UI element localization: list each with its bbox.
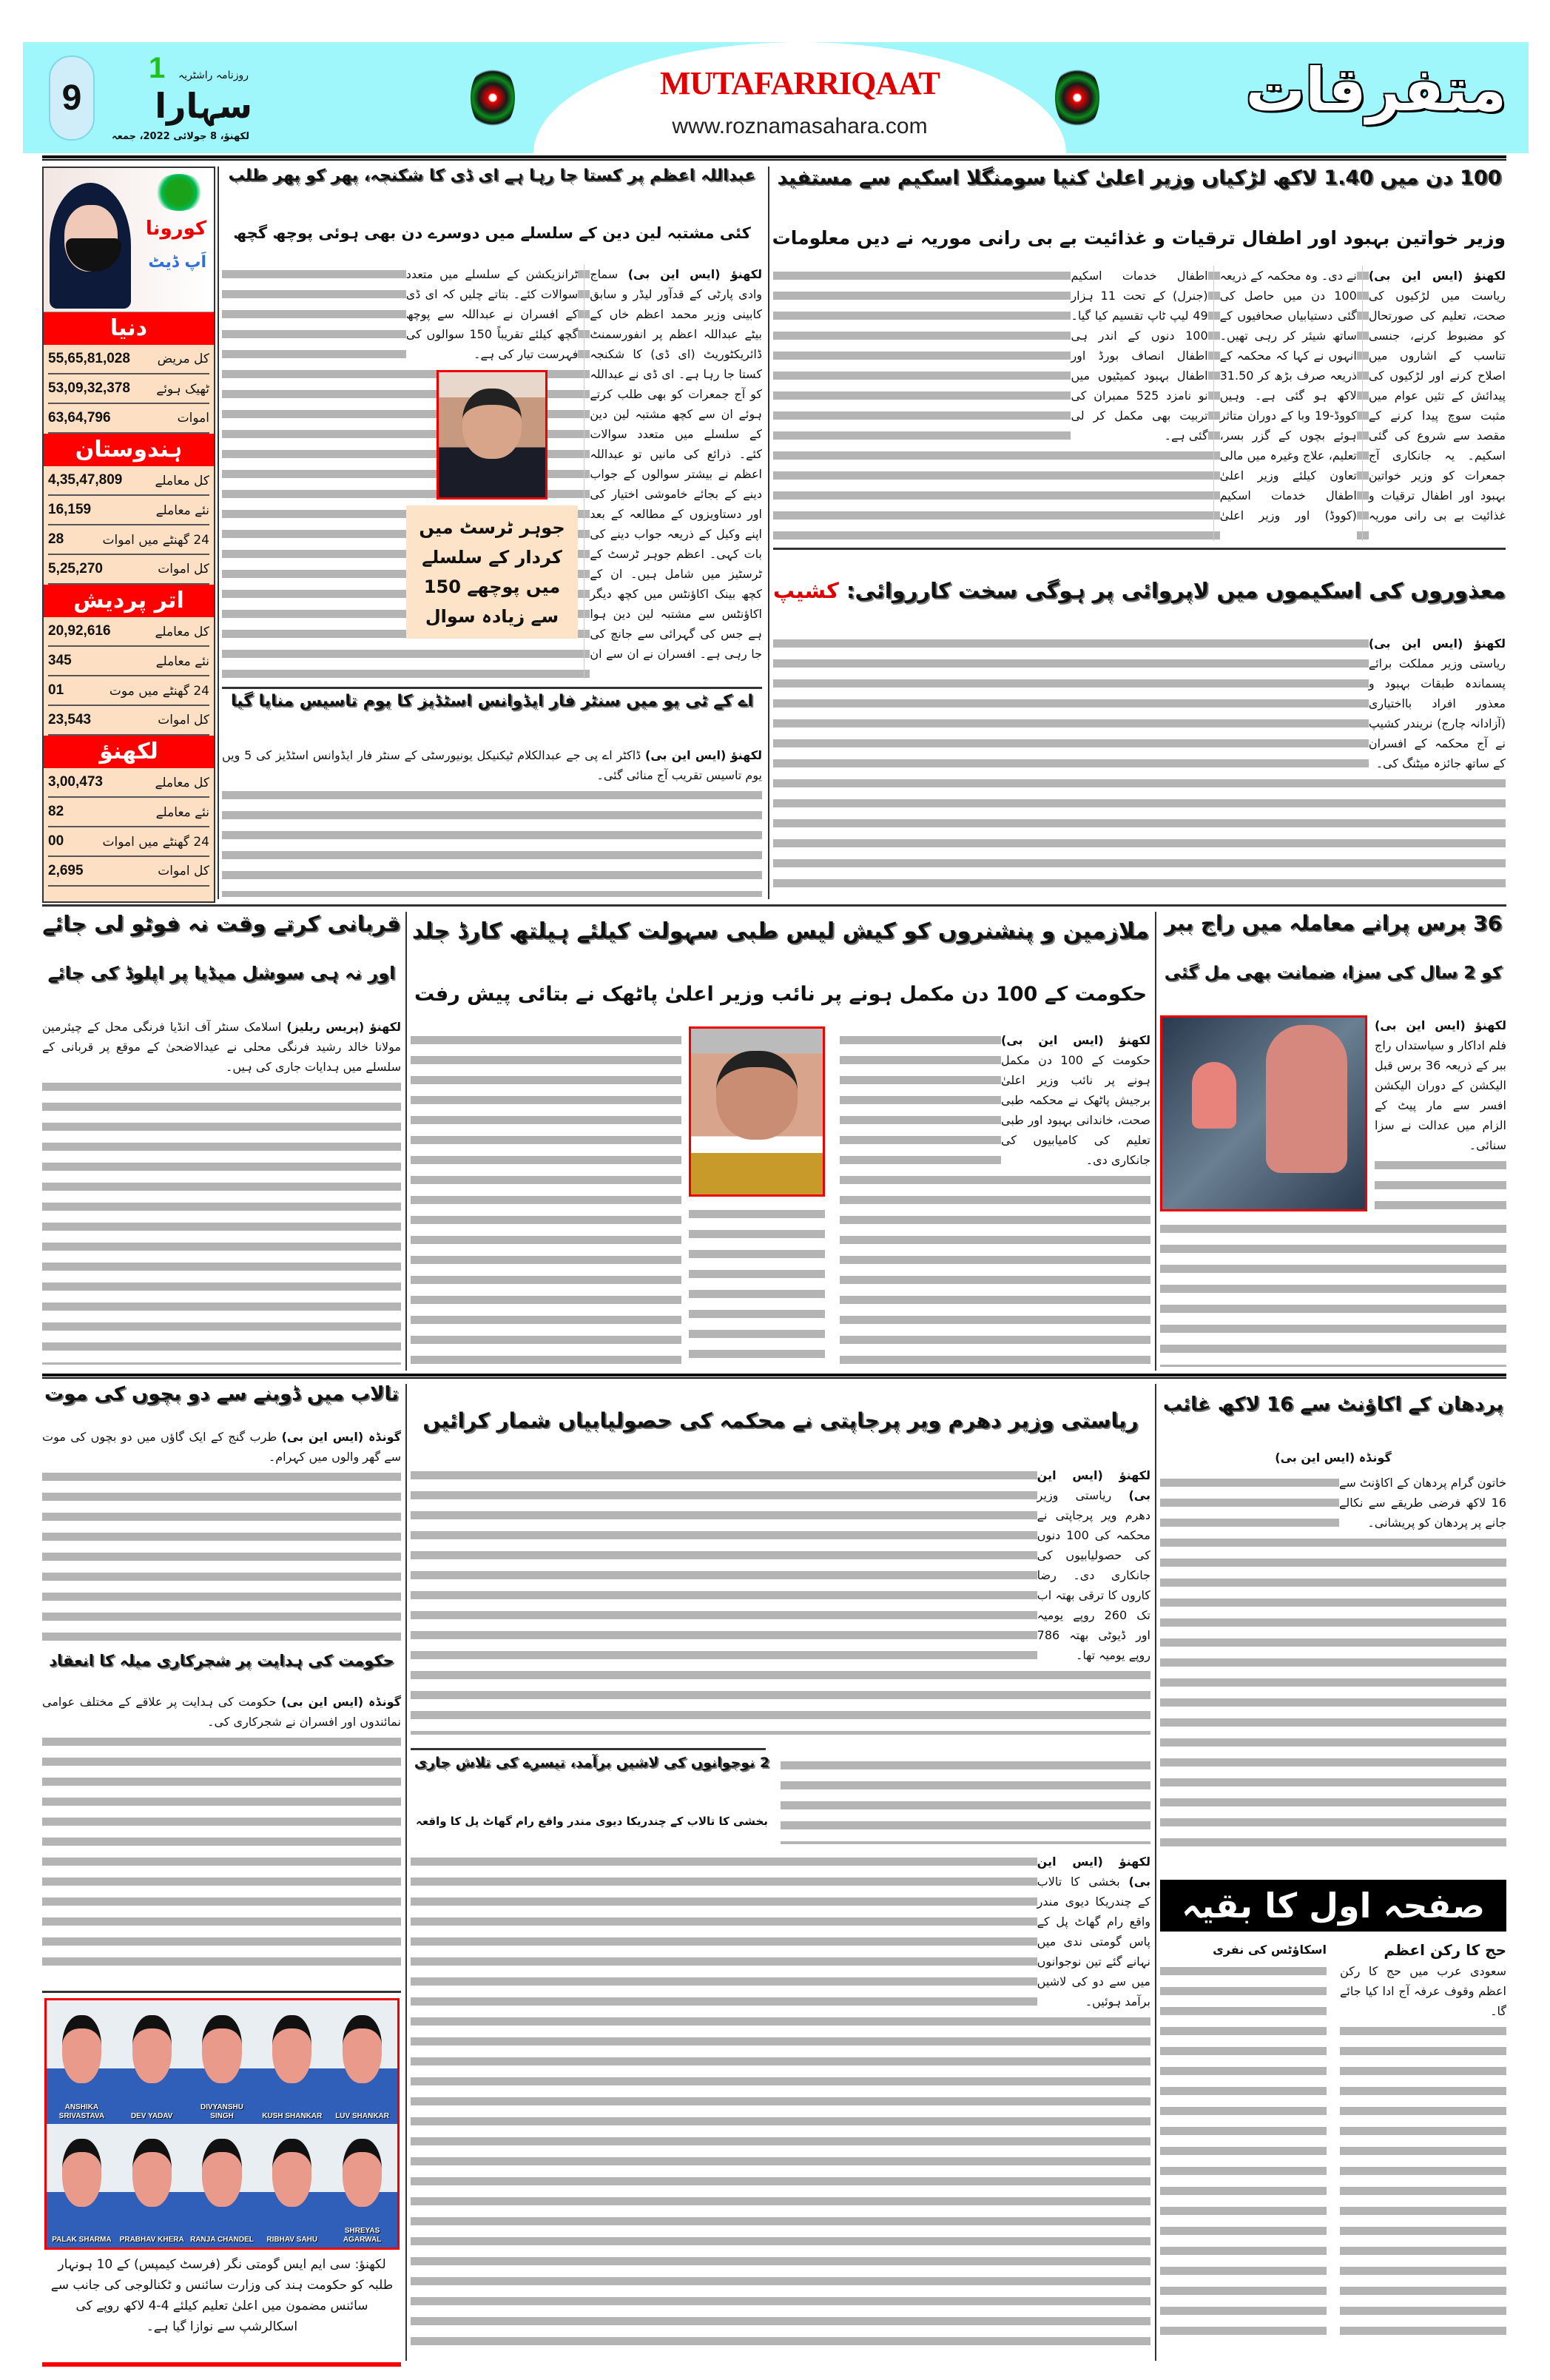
covid-stat-row [48, 525, 209, 555]
covid-stat-row [48, 555, 209, 585]
story-kanya-sumangala [773, 167, 1506, 544]
stat-value: 3,00,473 [48, 774, 103, 790]
column-divider [1155, 912, 1156, 1371]
stat-label: کل اموات [158, 562, 209, 576]
stat-label: ٹھیک ہوئے [156, 381, 209, 397]
dateline: لکھنؤ (ایس این بی) [1037, 1468, 1150, 1502]
column-divider [405, 912, 407, 1371]
student-name: PALAK SHARMA [52, 2236, 112, 2244]
stat-label: نئے معاملے [155, 804, 209, 820]
story-body [773, 266, 1506, 541]
student-name: LUV SHANKAR [335, 2112, 389, 2120]
pull-quote: جوہر ٹرسٹ میں کردار کے سلسلے میں پوچھے 150 سے زیادہ سوال [406, 505, 579, 639]
story-body [1340, 1961, 1506, 2341]
student-face [62, 2139, 101, 2207]
story-shajarkari [42, 1652, 401, 1977]
covid-stat-row [48, 676, 209, 706]
stat-value: 63,64,796 [48, 410, 111, 426]
headline: 100 دن میں 1.40 لاکھ لڑکیاں وزیر اعلیٰ کنیا سومنگلا اسکیم سے مستفید [777, 167, 1502, 189]
story-text-block [1375, 1015, 1506, 1155]
story-body [42, 1017, 401, 1365]
dateline: لکھنؤ (ایس این بی) [1037, 1855, 1150, 1889]
story-text: طرب گنج کے ایک گاؤں میں دو بچوں کی موت سے گھر والوں میں کہرام۔ [42, 1430, 401, 1464]
section-title-urdu: متفرقات [1245, 56, 1506, 124]
divider [42, 1374, 1506, 1379]
student-name: DIVYANSHU SINGH [201, 2103, 243, 2120]
story-body [1375, 1015, 1506, 1211]
student-face [272, 2139, 311, 2207]
stat-value: 53,09,32,378 [48, 380, 130, 396]
story-body-continued [1160, 1219, 1506, 1367]
dateline: لکھنؤ (پریس ریلیز) [286, 1020, 402, 1034]
student-photo [327, 2124, 397, 2248]
story-body [222, 745, 762, 897]
story-body [840, 1030, 1150, 1367]
column-divider [1155, 1384, 1156, 2361]
divider [411, 1748, 766, 1750]
subheadline: حکومت کے 100 دن مکمل ہونے پر نائب وزیر اعلیٰ پاٹھک نے بتائی پیش رفت [414, 983, 1148, 1006]
covid-stat-row [48, 827, 209, 857]
covid-stat-row [48, 496, 209, 525]
masthead [23, 42, 1529, 153]
student-face [132, 2015, 172, 2083]
headline: 2 نوجوانوں کی لاشیں برآمد، تیسرے کی تلاش جاری [414, 1755, 770, 1771]
dateline: لکھنؤ (ایس این بی) [1375, 1018, 1506, 1032]
headline: حکومت کی ہدایت پر شجرکاری میلہ کا انعقاد [49, 1652, 394, 1670]
photo-caption: لکھنؤ: سی ایم ایس گومتی نگر (فرسٹ کیمپس) کے 10 ہونہار طلبہ کو حکومت ہند کی وزارت سائنس و ٹکنالوجی کی جانب سے سائنس مضمون میں اعلیٰ تعلیم کیلئے 4-4 لاکھ روپے کی اسکالرشپ سے نوازا گیا ہے۔ [50, 2257, 394, 2334]
student-photo [187, 2124, 257, 2248]
stat-value: 82 [48, 804, 64, 819]
story-talab [42, 1384, 401, 1647]
headline-line2: اور نہ ہی سوشل میڈیا پر اپلوڈ کی جائے [47, 963, 396, 984]
student-photo [47, 2000, 117, 2124]
stat-label: کل مریض [157, 352, 209, 366]
story-mazooron [773, 554, 1506, 898]
headline-line2: کو 2 سال کی سزا، ضمانت بھی مل گئی [1164, 964, 1503, 983]
covid-stat-row [48, 374, 209, 404]
story-text: حکومت کی ہدایت پر علاقے کے مختلف عوامی نمائندوں اور افسران نے شجرکاری کی۔ [42, 1695, 401, 1729]
headline-line1: 36 برس پرانے معاملہ میں راج ببر [1164, 911, 1503, 935]
student-photo [257, 2000, 327, 2124]
headline: پردھان کے اکاؤنٹ سے 16 لاکھ غائب [1162, 1394, 1504, 1416]
headline: تالاب میں ڈوبنے سے دو بچوں کی موت [44, 1383, 400, 1405]
stat-label: نئے معاملے [155, 653, 209, 669]
story-text-block [1369, 633, 1506, 773]
story-text-block [1340, 1961, 1506, 2021]
student-name: PRABHAV KHERA [119, 2236, 184, 2244]
story-text: ریاست میں لڑکیوں کی صحت، تعلیم کی صورتحال کو مضبوط کرنے، جنسی تناسب کے اشاروں میں اصلاح کرنے اور لڑکیوں کی پیدائش کے تئیں عوام میں مثبت سوچ پیدا کرنے کے مقصد سے شروع کی گئی اسکیم۔ یہ جانکاری آج جمعرات کو وزیر خواتین بہبود اور اطفال ترقیات و غذائیت بے بی رانی موریہ نے دی۔ وہ محکمہ کے ذریعہ 100 دن میں حاصل کی گئی دستیابیاں صحافیوں کے ساتھ شیئر کر رہی تھیں۔ انہوں نے کہا کہ محکمہ کے ذریعہ صرف بڑھ کر 31.50 لاکھ ہو گئی ہے۔ وہیں کووڈ-19 وبا کے دوران متاثر ہوئے بچوں کے گزر بسر، تعلیم، علاج وغیرہ میں مالی تعاون کیلئے وزیر اعلیٰ اطفال خدمات اسکیم (کووڈ) اور وزیر اعلیٰ اطفال خدمات اسکیم (جنرل) کے تحت 11 ہزار 49 لیپ ٹاپ تقسیم کیا گیا۔ 100 دنوں کے اندر ہی اطفال انصاف بورڈ اور اطفال بہبود کمیٹیوں میں نو نامزد 525 ممبران کی تربیت بھی مکمل کر لی گئی ہے۔ [1071, 269, 1506, 522]
story-text: خاتون گرام پردھان کے اکاؤنٹ سے 16 لاکھ فرضی طریقے سے نکالے جانے پر پردھان کو پریشانی۔ [1339, 1476, 1506, 1530]
issue-date: لکھنؤ، 8 جولائی 2022، جمعہ [112, 131, 249, 142]
covid-stat-row [48, 706, 209, 736]
column-divider [405, 1384, 407, 2361]
red-rule [42, 2362, 401, 2367]
headline [773, 554, 1506, 628]
stat-label: اموات [177, 411, 209, 426]
stat-value: 01 [48, 682, 64, 698]
subheadline: بخشی کا تالاب کے چندریکا دیوی مندر واقع رام گھاٹ پل کا واقعہ [416, 1815, 768, 1828]
stat-value: 55,65,81,028 [48, 351, 130, 366]
story-text-block [1071, 266, 1506, 541]
headline: عبداللہ اعظم پر کستا جا رہا ہے ای ڈی کا شکنجہ، پھر کو پھر طلب [228, 167, 756, 185]
dateline: گونڈہ (ایس این بی) [281, 1695, 401, 1709]
pathak-photo [689, 1026, 825, 1197]
story-naujawan [411, 1755, 1150, 2355]
story-aktu [222, 692, 762, 899]
divider [42, 155, 1506, 161]
story-text-block [1339, 1473, 1506, 1533]
story-body [1160, 1961, 1327, 2341]
covid-region-header: اتر پردیش [44, 585, 214, 617]
hand-icon [1266, 1025, 1347, 1173]
covid-region-header: لکھنؤ [44, 736, 214, 768]
front-page-continuation [1160, 1880, 1506, 2353]
students-photo-feature [44, 1998, 400, 2337]
headline-text: معذوروں کی اسکیموں میں لاپروائی پر ہوگی سخت کارروائی: [846, 578, 1506, 603]
section-title-english: MUTAFARRIQAAT [659, 65, 940, 101]
story-text: ڈاکٹر اے پی جے عبدالکلام ٹیکنیکل یونیورسٹی کے سنٹر فار ایڈوانس اسٹڈیز کی 5 ویں یوم تاسیس تقریب آج منائی گئی۔ [222, 748, 762, 782]
divider [42, 1991, 401, 1993]
stat-label: کل اموات [158, 713, 209, 727]
stat-value: 4,35,47,809 [48, 472, 123, 488]
story-text: سعودی عرب میں حج کا رکن اعظم وقوف عرفہ آج ادا کیا جائے گا۔ [1340, 1964, 1506, 2018]
abdullah-photo [437, 370, 547, 500]
student-face [202, 2015, 241, 2083]
divider [42, 904, 1506, 907]
story-body [222, 264, 762, 679]
story-text-block [222, 745, 762, 785]
headline: ریاستی وزیر دھرم ویر پرجاپتی نے محکمہ کی حصولیابیاں شمار کرائیں [422, 1408, 1139, 1433]
student-face [343, 2015, 382, 2083]
stat-label: کل اموات [158, 864, 209, 878]
story-text-block [1037, 1852, 1150, 2011]
logo-name: سہارا [155, 86, 252, 126]
story-body [1160, 1473, 1506, 1852]
student-face [202, 2139, 241, 2207]
dateline: لکھنؤ (ایس این بی) [627, 267, 763, 281]
story-text: فلم اداکار و سیاستداں راج ببر کے ذریعہ 36 برس قبل الیکشن کے دوران الیکشن افسر سے مار پیٹ کے الزام میں عدالت نے سزا سنائی۔ [1375, 1038, 1507, 1152]
covid-subtitle: اَپ ڈیٹ [148, 253, 206, 272]
subheadline: کئی مشتبہ لین دین کے سلسلے میں دوسرے دن بھی ہوئی پوچھ گچھ [233, 224, 751, 242]
covid-stat-row [48, 798, 209, 827]
story-text-block [1001, 1030, 1150, 1170]
story-body [42, 1692, 401, 1971]
headline-line1: قربانی کرتے وقت نہ فوٹو لی جائے [42, 911, 401, 936]
story-text: سماج وادی پارٹی کے قدآور لیڈر و سابق کابینی وزیر محمد اعظم خاں کے بیٹے عبداللہ اعظم پر انفورسمنٹ ڈائریکٹوریٹ (ای ڈی) کا شکنجہ کستا جا رہا ہے۔ ای ڈی نے عبداللہ کو آج جمعرات کو بھی طلب کرتے ہوئے ان سے کچھ مشتبہ لین دین کے سلسلے میں متعدد سوالات کئے۔ ذرائع کی مانیں تو عبداللہ اعظم نے بیشتر سوالوں کے جواب دینے کے بجائے خاموشی اختیار کی اور دستاویزوں کے مطالعہ کے بعد اپنے وکیل کے ذریعہ جواب دینے کی بات کہی۔ اعظم جوہر ٹرسٹ کے ٹرسٹیز میں شامل ہیں۔ ان کے کچھ بینک اکاؤنٹس میں کچھ دیگر اکاؤنٹس سے مشتبہ لین دین ہوا ہے جس کی گہرائی سے جانچ کی جا رہی ہے۔ افسران نے ان سے ان ٹرانزیکشن کے سلسلے میں متعدد سوالات کئے۔ بتاتے چلیں کہ ای ڈی کے افسران نے عبداللہ سے پوچھ گچھ کیلئے تقریباً 150 سوالوں کی فہرست تیار کی ہے۔ [405, 267, 762, 661]
continuation-heading: اسکاؤٹس کی نفری [1213, 1943, 1327, 1957]
covid-region-header: ہندوستان [44, 434, 214, 466]
story-abdullah [222, 167, 762, 685]
continuation-banner: صفحہ اول کا بقیہ [1160, 1880, 1506, 1932]
story-pardhan [1160, 1384, 1506, 1865]
covid-sections [44, 312, 214, 887]
students-photo-grid [44, 1998, 400, 2250]
dateline: لکھنؤ (ایس این بی) [645, 748, 763, 762]
student-name: DEV YADAV [130, 2112, 173, 2120]
newspaper-logo [104, 51, 260, 147]
story-mulazmeen [411, 912, 1150, 1371]
headline-speaker: کشیپ [772, 578, 839, 603]
divider [222, 687, 762, 689]
student-face [62, 2015, 101, 2083]
dateline: لکھنؤ (ایس این بی) [1368, 269, 1506, 283]
stat-value: 345 [48, 653, 72, 668]
column-divider [218, 167, 219, 899]
story-text-block [42, 1427, 401, 1467]
story-text: حکومت کے 100 دن مکمل ہونے پر نائب وزیر اعلیٰ برجیش پاٹھک نے محکمہ طبی صحت، خاندانی بہبود اور طبی تعلیم کی کامیابیوں کی جانکاری دی۔ [1001, 1053, 1150, 1167]
story-text: ریاستی وزیر دھرم ویر پرجاپتی نے محکمہ کی 100 دنوں کی حصولیابیوں کی جانکاری دی۔ رضا کاروں کا ترقی بھتہ اب تک 260 روپے یومیہ اور ڈیوٹی بھتہ 786 روپے یومیہ تھا۔ [1037, 1488, 1151, 1662]
student-face [272, 2015, 311, 2083]
logo-tagline: روزنامہ راشٹریہ [178, 70, 249, 81]
student-name: SHREYAS AGARWAL [343, 2227, 382, 2244]
virus-icon [153, 174, 205, 211]
website-url[interactable]: www.roznamasahara.com [672, 114, 928, 138]
story-body [773, 633, 1506, 893]
starburst-icon [471, 64, 515, 131]
story-text-block [1037, 1465, 1150, 1665]
story-text: اسلامک سنٹر آف انڈیا فرنگی محل کے چیئرمین مولانا خالد رشید فرنگی محلی نے عیدالاضحیٰ کے موقع پر قربانی کے سلسلے میں ہدایات جاری کی ہیں۔ [42, 1020, 401, 1074]
logo-number: 1 [149, 52, 166, 84]
continuation-heading: حج کا رکن اعظم [1384, 1941, 1506, 1959]
stat-label: 24 گھنٹے میں اموات [102, 834, 209, 850]
story-body-continued [689, 1204, 825, 1367]
masked-woman-image [44, 168, 214, 312]
stat-label: کل معاملے [155, 624, 209, 639]
student-name: KUSH SHANKAR [262, 2112, 323, 2120]
student-photo [117, 2124, 187, 2248]
stat-label: کل معاملے [155, 775, 209, 790]
story-text-block [42, 1692, 401, 1732]
continuation-item [1340, 1939, 1506, 2341]
divider [773, 548, 1506, 550]
story-qurbani [42, 912, 401, 1371]
stat-label: 24 گھنٹے میں موت [109, 683, 209, 699]
student-photo [327, 2000, 397, 2124]
column-divider [768, 167, 769, 899]
student-face [132, 2139, 172, 2207]
headline: ملازمین و پنشنروں کو کیش لیس طبی سہولت کیلئے ہیلتھ کارڈ جلد [411, 918, 1150, 944]
covid-stat-row [48, 768, 209, 798]
covid-update-box [42, 167, 215, 903]
stat-value: 20,92,616 [48, 623, 111, 639]
covid-stat-row [48, 617, 209, 647]
dateline: لکھنؤ (ایس این بی) [1368, 636, 1506, 651]
stat-label: نئے معاملے [155, 502, 209, 518]
stat-label: 24 گھنٹے میں اموات [102, 532, 209, 548]
story-text: بخشی کا تالاب کے چندریکا دیوی مندر واقع رام گھاٹ پل کے پاس گومتی ندی میں نہانے گئے تین نوجوانوں میں سے دو کی لاشیں برآمد ہوئیں۔ [1037, 1875, 1150, 2008]
covid-stat-row [48, 345, 209, 374]
stat-value: 16,159 [48, 502, 92, 517]
raj-babbar-photo [1160, 1015, 1367, 1211]
student-photo [47, 2124, 117, 2248]
covid-stat-row [48, 466, 209, 496]
story-body [411, 1852, 1150, 2351]
hand-icon [1192, 1062, 1236, 1129]
story-raj-babbar [1160, 912, 1506, 1371]
stat-value: 28 [48, 531, 64, 547]
riyasti-continued [781, 1755, 1150, 1844]
story-riyasti-wazir [411, 1384, 1150, 1739]
student-name: ANSHIKA SRIVASTAVA [58, 2103, 105, 2120]
stat-value: 00 [48, 833, 64, 849]
dateline: لکھنؤ (ایس این بی) [1001, 1033, 1150, 1047]
headline: اے کے ٹی یو میں سنٹر فار ایڈوانس اسٹڈیز کا یوم تاسیس منایا گیا [230, 692, 754, 710]
dateline: گونڈہ (ایس این بی) [1275, 1450, 1392, 1465]
student-photo [257, 2124, 327, 2248]
title-dome [533, 42, 1066, 153]
covid-title: کورونا [145, 218, 206, 240]
continuation-item [1160, 1939, 1327, 2341]
page-number: 9 [49, 56, 95, 141]
stat-value: 23,543 [48, 712, 92, 727]
student-photo [187, 2000, 257, 2124]
stat-value: 5,25,270 [48, 561, 103, 576]
story-text-block [42, 1017, 401, 1077]
student-name: RIBHAV SAHU [266, 2236, 318, 2244]
stat-label: کل معاملے [155, 473, 209, 488]
story-body-continued [411, 1030, 681, 1367]
covid-stat-row [48, 647, 209, 676]
covid-stat-row [48, 404, 209, 434]
subheadline: وزیر خواتین بہبود اور اطفال ترقیات و غذائیت بے بی رانی موریہ نے دیں معلومات [772, 227, 1506, 249]
student-name: RANJA CHANDEL [190, 2236, 254, 2244]
story-text: ریاستی وزیر مملکت برائے پسماندہ طبقات بہبود و معذور افراد بااختیاری (آزادانہ چارج) نریندر کشیپ نے آج محکمہ کے افسران کے ساتھ جائزہ میٹنگ کی۔ [1368, 656, 1506, 770]
stat-value: 2,695 [48, 863, 84, 878]
dateline: گونڈہ (ایس این بی) [281, 1430, 402, 1444]
student-photo [117, 2000, 187, 2124]
story-body [411, 1465, 1150, 1735]
student-face [343, 2139, 382, 2207]
story-body [42, 1427, 401, 1641]
covid-stat-row [48, 857, 209, 887]
covid-region-header: دنیا [44, 312, 214, 345]
